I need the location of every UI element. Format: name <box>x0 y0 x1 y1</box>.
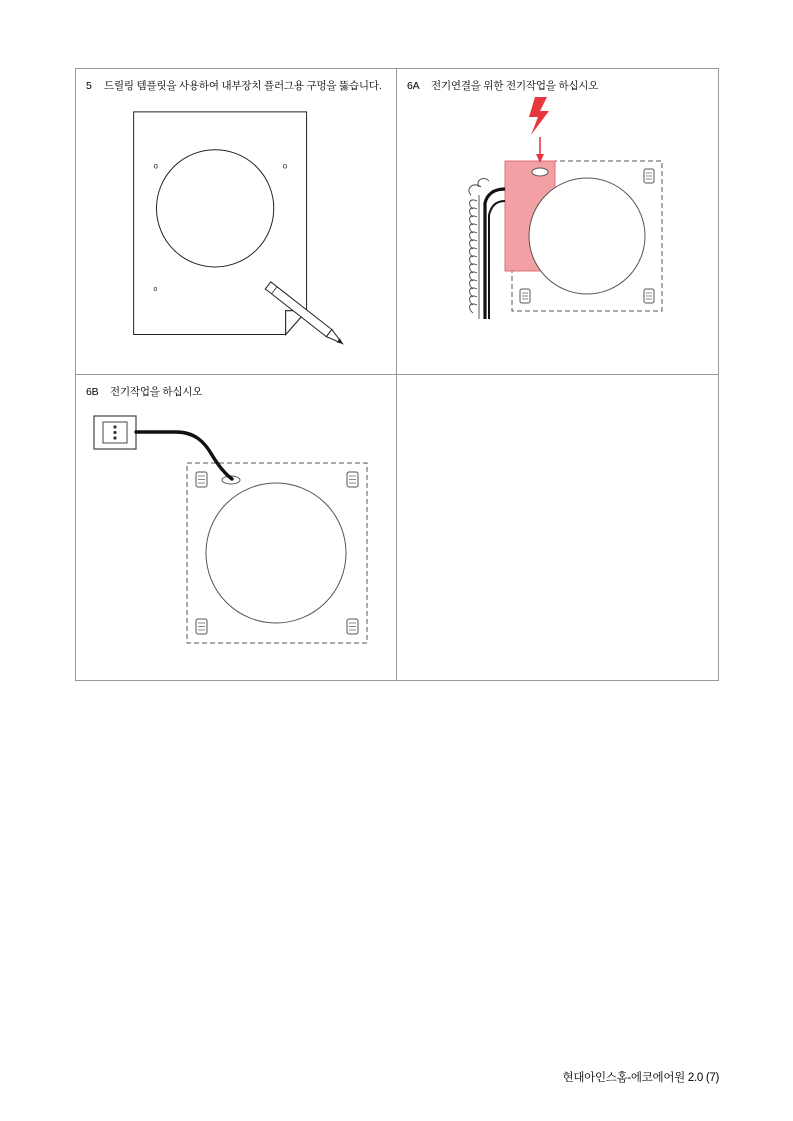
svg-text:o: o <box>153 285 158 293</box>
figure-electrical-connection-junction-box <box>76 375 397 681</box>
page-footer: 현대아인스홈-에코에어원 2.0 (7) <box>562 1072 719 1084</box>
step-5-number: 5 <box>86 80 92 92</box>
lightning-icon <box>529 97 549 135</box>
step-6a-number: 6A <box>407 80 420 92</box>
step-cell-6b <box>76 375 397 681</box>
step-cell-6a <box>397 69 718 375</box>
step-5-text: 드릴링 템플릿을 사용하여 내부장치 플러그용 구멍을 뚫습니다. <box>104 80 382 92</box>
svg-text:o: o <box>282 161 288 171</box>
step-6b-text: 전기작업을 하십시오 <box>110 385 203 398</box>
step-6a-text: 전기연결을 위한 전기작업을 하십시오 <box>431 80 599 92</box>
step-cell-5 <box>76 69 397 375</box>
instruction-steps-grid <box>75 68 719 681</box>
figure-drilling-template <box>76 69 396 374</box>
step-6b-number: 6B <box>86 385 99 398</box>
step-cell-empty <box>397 375 718 681</box>
svg-text:o: o <box>153 161 158 171</box>
figure-electrical-connection-conduit <box>397 69 718 375</box>
